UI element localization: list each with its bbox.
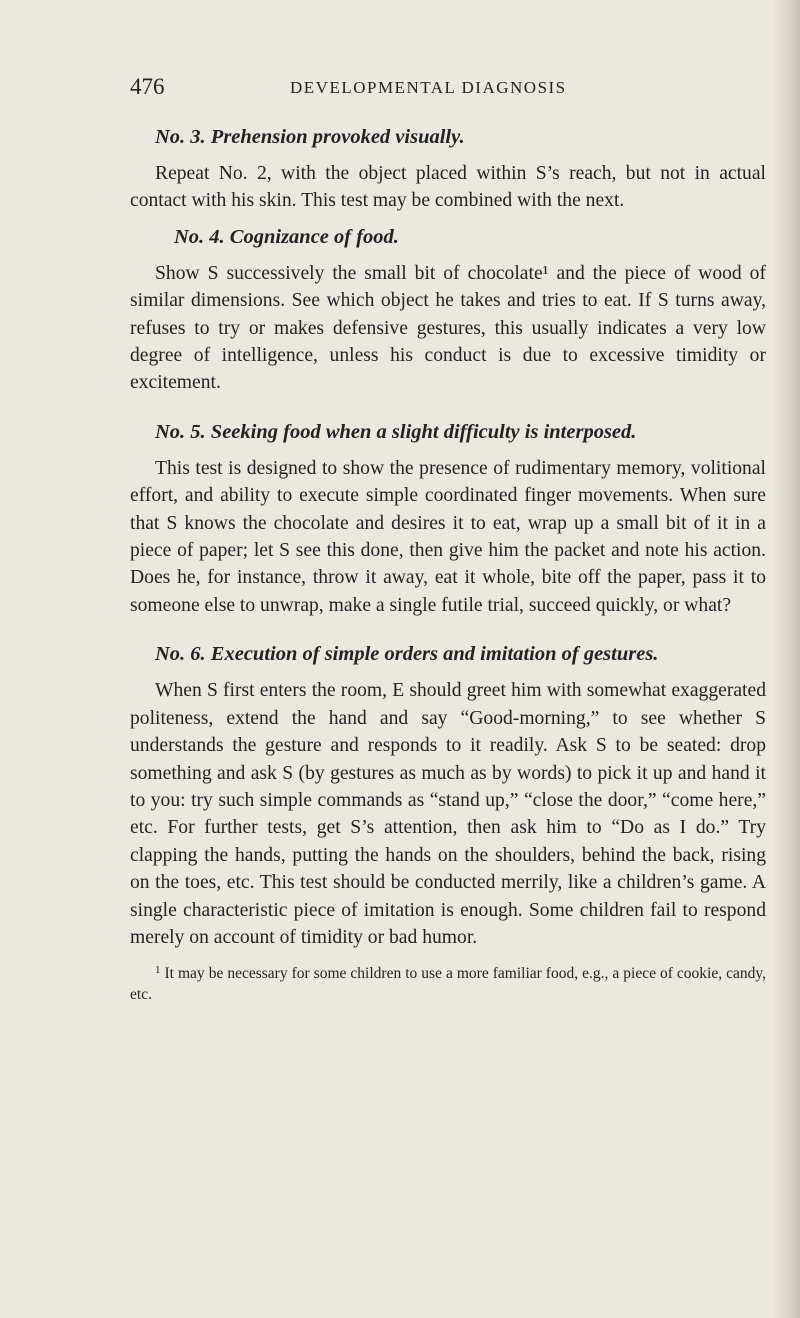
section-heading-no5: No. 5. Seeking food when a slight difficulty is interposed.	[155, 420, 637, 443]
section-heading-no4: No. 4. Cognizance of food.	[174, 225, 399, 248]
footnote-marker: 1	[155, 964, 161, 977]
section-paragraph-no5: This test is designed to show the presence of rudimentary memory, volitional effort, and ability to execute simple coordinated finger movements. When sure that S knows the chocolate and desires it to eat, wrap up a small bit of it in a piece of paper; let S see this done, then give him the packet and note his action. Does he, for instance, throw it away, eat it whole, bite off the paper, pass it to someone else to unwrap, make a single futile trial, succeed quickly, or what?	[130, 457, 766, 616]
page-body	[130, 124, 766, 1005]
page-number: 476	[130, 74, 165, 99]
section-paragraph-no6: When S first enters the room, E should greet him with somewhat exaggerated politeness, extend the hand and say “Good-morning,” to see whether S understands the gesture and responds to it readily. Ask S to be seated: drop something and ask S (by gestures as much as by words) to pick it up and hand it to you: try such simple commands as “stand up,” “close the door,” “come here,” etc. For further tests, get S’s attention, then ask him to “Do as I do.” Try clapping the hands, putting the hands on the shoulders, behind the back, rising on the toes, etc. This test should be conducted merrily, like a children’s game. A single characteristic piece of imitation is enough. Some children fail to respond merely on account of timidity or bad humor.	[130, 680, 766, 948]
section-paragraph-no4: Show S successively the small bit of chocolate¹ and the piece of wood of similar dimensions. See which object he takes and tries to eat. If S turns away, refuses to try or makes defensive gestures, this usually indicates a very low degree of intelligence, unless his conduct is due to excessive timidity or excitement.	[130, 262, 766, 394]
running-title: DEVELOPMENTAL DIAGNOSIS	[290, 78, 567, 97]
section-heading-no3: No. 3. Prehension provoked visually.	[155, 126, 465, 148]
footnote-text: It may be necessary for some children to use a more familiar food, e.g., a piece of cookie, candy, etc.	[130, 965, 766, 1004]
footnote	[130, 960, 766, 1005]
running-head	[130, 74, 770, 104]
section-paragraph-no3: Repeat No. 2, with the object placed within S’s reach, but not in actual contact with his skin. This test may be combined with the next.	[130, 163, 766, 212]
section-heading-no6: No. 6. Execution of simple orders and imitation of gestures.	[155, 643, 659, 666]
page-edge-shadow	[772, 0, 800, 1318]
